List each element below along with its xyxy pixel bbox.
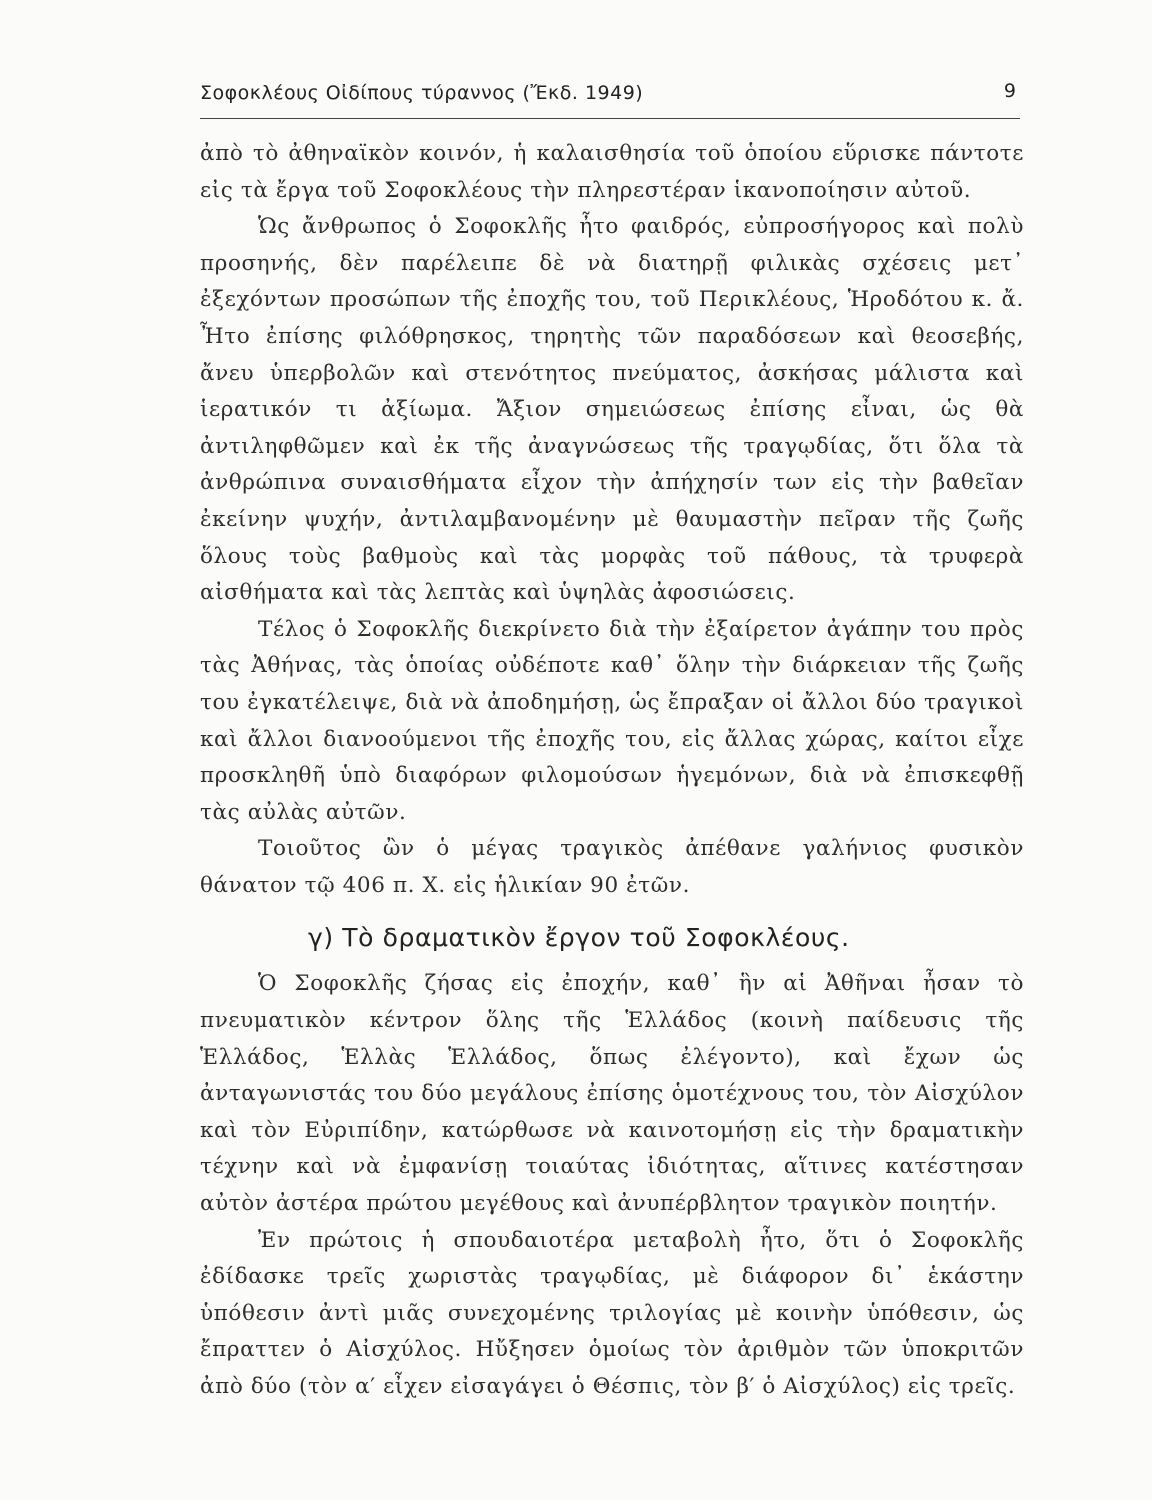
paragraph-dramatic-work: Ὁ Σοφοκλῆς ζήσας εἰς ἐποχήν, καθ᾽ ἣν αἱ Ἀθῆναι ἦσαν τὸ πνευματικὸν κέντρον ὅλης τῆς Ἑλλάδος (κοινὴ παίδευσις τῆς Ἑλλάδος, Ἑλλὰς Ἑλλάδος, ὅπως ἐλέγοντο), καὶ ἔχων ὡς ἀνταγωνιστάς του δύο μεγάλους ἐπίσης ὁμοτέχνους του, τὸν Αἰσχύλον καὶ τὸν Εὐριπίδην, κατώρθωσε νὰ καινοτομήσῃ εἰς τὴν δραματικὴν τέχνην καὶ νὰ ἐμφανίσῃ τοιαύτας ἰδιότητας, αἵτινες κατέστησαν αὐτὸν ἀστέρα πρώτου μεγέθους καὶ ἀνυπέρβλητον τραγικὸν ποιητήν. (200, 971, 1024, 1217)
paragraph-character: Ὡς ἄνθρωπος ὁ Σοφοκλῆς ἦτο φαιδρός, εὐπροσήγορος καὶ πολὺ προσηνής, δὲν παρέλειπε δὲ νὰ διατηρῇ φιλικὰς σχέσεις μετ᾽ ἐξεχόντων προσώπων τῆς ἐποχῆς του, τοῦ Περικλέους, Ἡροδότου κ. ἄ. Ἦτο ἐπίσης φιλόθρησκος, τηρητὴς τῶν παραδόσεων καὶ θεοσεβής, ἄνευ ὑπερβολῶν καὶ στενότητος πνεύματος, ἀσκήσας μάλιστα καὶ ἱερατικόν τι ἀξίωμα. Ἄξιον σημειώσεως ἐπίσης εἶναι, ὡς θὰ ἀντιληφθῶμεν καὶ ἐκ τῆς ἀναγνώσεως τῆς τραγῳδίας, ὅτι ὅλα τὰ ἀνθρώπινα συναισθήματα εἶχον τὴν ἀπήχησίν των εἰς τὴν βαθεῖαν ἐκείνην ψυχήν, ἀντιλαμβανομένην μὲ θαυμαστὴν πεῖραν τῆς ζωῆς ὅλους τοὺς βαθμοὺς καὶ τὰς μορφὰς τοῦ πάθους, τὰ τρυφερὰ αἰσθήματα καὶ τὰς λεπτὰς καὶ ὑψηλὰς ἀφοσιώσεις. (200, 214, 1024, 606)
paragraph-athens: Τέλος ὁ Σοφοκλῆς διεκρίνετο διὰ τὴν ἐξαίρετον ἀγάπην του πρὸς τὰς Ἀθήνας, τὰς ὁποίας οὐδέποτε καθ᾽ ὅλην τὴν διάρκειαν τῆς ζωῆς του ἐγκατέλειψε, διὰ νὰ ἀποδημήσῃ, ὡς ἔπραξαν οἱ ἄλλοι δύο τραγικοὶ καὶ ἄλλοι διανοούμενοι τῆς ἐποχῆς του, εἰς ἄλλας χώρας, καίτοι εἶχε προσκληθῆ ὑπὸ διαφόρων φιλομούσων ἡγεμόνων, διὰ νὰ ἐπισκεφθῇ τὰς αὐλὰς αὐτῶν. (200, 616, 1024, 825)
body-text (200, 136, 1024, 1406)
paragraph-continuation: ἀπὸ τὸ ἀθηναϊκὸν κοινόν, ἡ καλαισθησία τοῦ ὁποίου εὕρισκε πάντοτε εἰς τὰ ἔργα τοῦ Σοφοκλέους τὴν πληρεστέραν ἱκανοποίησιν αὐτοῦ. (200, 141, 1024, 203)
section-heading: γ) Τὸ δραματικὸν ἔργον τοῦ Σοφοκλέους. (308, 923, 850, 953)
page-number: 9 (1003, 80, 1016, 102)
paragraph-death: Τοιοῦτος ὢν ὁ μέγας τραγικὸς ἀπέθανε γαλήνιος φυσικὸν θάνατον τῷ 406 π. Χ. εἰς ἡλικίαν 90 ἐτῶν. (200, 836, 1024, 898)
paragraph-innovations: Ἐν πρώτοις ἡ σπουδαιοτέρα μεταβολὴ ἦτο, ὅτι ὁ Σοφοκλῆς ἐδίδασκε τρεῖς χωριστὰς τραγῳδίας, μὲ διάφορον δι᾽ ἑκάστην ὑπόθεσιν ἀντὶ μιᾶς συνεχομένης τριλογίας μὲ κοινὴν ὑπόθεσιν, ὡς ἔπραττεν ὁ Αἰσχύλος. Ηὔξησεν ὁμοίως τὸν ἀριθμὸν τῶν ὑποκριτῶν ἀπὸ δύο (τὸν α′ εἶχεν εἰσαγάγει ὁ Θέσπις, τὸν β′ ὁ Αἰσχύλος) εἰς τρεῖς. (200, 1227, 1024, 1399)
running-title: Σοφοκλέους Οἰδίπους τύραννος (Ἔκδ. 1949) (200, 82, 644, 104)
running-head (200, 78, 1018, 112)
header-rule (200, 118, 1020, 119)
